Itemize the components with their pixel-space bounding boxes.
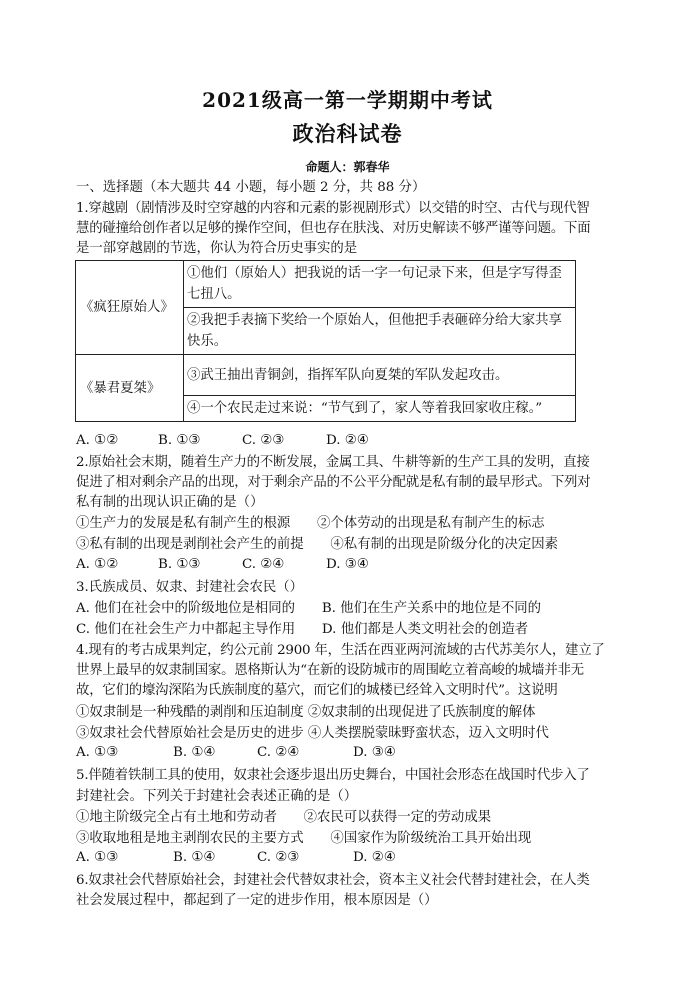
option-c: C. ②③ (242, 433, 285, 448)
q6-line: 社会发展过程中，都起到了一定的进步作用，根本原因是（） (76, 893, 438, 908)
q5-line: ①地主阶级完全占有土地和劳动者 ②农民可以获得一定的劳动成果 (76, 810, 492, 825)
table-cell: ①他们（原始人）把我说的话一字一句记录下来，但是字写得歪七扭八。 (184, 261, 576, 308)
option-c: C. ②④ (257, 745, 300, 760)
q3-line: C. 他们在社会生产力中都起主导作用 D. 他们都是人类文明社会的创造者 (76, 622, 529, 637)
exam-subtitle: 政治科试卷 (292, 121, 403, 146)
drama-name: 《暴君夏桀》 (76, 355, 184, 422)
q4-line: ③奴隶社会代替原始社会是历史的进步 ④人类摆脱蒙昧野蛮状态，迈入文明时代 (76, 726, 549, 741)
q1-table (75, 260, 576, 422)
q5-options (76, 850, 396, 865)
q1-line: 是一部穿越剧的节选，你认为符合历史事实的是 (76, 241, 358, 256)
q5-line: 封建社会。下列关于封建社会表述正确的是（） (76, 789, 358, 804)
option-c: C. ②④ (242, 557, 285, 572)
q2-line: ①生产力的发展是私有制产生的根源 ②个体劳动的出现是私有制产生的标志 (76, 516, 545, 531)
q4-line: 4.现有的考古成果判定，约公元前 2900 年，生活在西亚两河流域的古代苏美尔人，建立了 (76, 643, 605, 658)
option-d: D. ②④ (353, 850, 396, 865)
section-heading: 一、选择题（本大题共 44 小题，每小题 2 分，共 88 分） (76, 180, 426, 195)
exam-title: 2021级高一第一学期期中考试 (202, 88, 493, 112)
q2-line: 2.原始社会末期，随着生产力的不断发展，金属工具、牛耕等新的生产工具的发明，直接 (76, 455, 590, 470)
q2-options (76, 557, 369, 572)
q3-line: 3.氏族成员、奴隶、封建社会农民（） (76, 580, 304, 595)
q5-line: ③收取地租是地主剥削农民的主要方式 ④国家作为阶级统治工具开始出现 (76, 831, 532, 846)
option-d: D. ③④ (326, 557, 369, 572)
option-b: B. ①④ (173, 745, 216, 760)
q1-line: 慧的碰撞给创作者以足够的操作空间，但也存在肤浅、对历史解读不够严谨等问题。下面 (76, 221, 591, 236)
q4-line: ①奴隶制是一种残酷的剥削和压迫制度 ②奴隶制的出现促进了氏族制度的解体 (76, 705, 536, 720)
q2-line: ③私有制的出现是剥削社会产生的前提 ④私有制的出现是阶级分化的决定因素 (76, 537, 559, 552)
q1-line: 1.穿越剧（剧情涉及时空穿越的内容和元素的影视剧形式）以交错的时空、古代与现代智 (76, 201, 590, 216)
q4-line: 故，它们的壕沟深陷为氏族制度的墓穴，而它们的城楼已经耸入文明时代”。这说明 (76, 683, 558, 698)
q6-line: 6.奴隶社会代替原始社会，封建社会代替奴隶社会，资本主义社会代替封建社会，在人类 (76, 873, 590, 888)
q4-options (76, 745, 396, 760)
option-d: D. ③④ (353, 745, 396, 760)
q2-line: 私有制的出现认识正确的是（） (76, 495, 264, 510)
q3-line: A. 他们在社会中的阶级地位是相同的 B. 他们在生产关系中的地位是不同的 (76, 601, 542, 616)
option-b: B. ①③ (158, 433, 201, 448)
option-a: A. ①② (76, 557, 119, 572)
table-cell: ④一个农民走过来说：“节气到了，家人等着我回家收庄稼。” (184, 396, 576, 422)
option-d: D. ②④ (326, 433, 369, 448)
q5-line: 5.伴随着铁制工具的使用，奴隶社会逐步退出历史舞台，中国社会形态在战国时代步入了 (76, 768, 590, 783)
option-c: C. ②③ (257, 850, 300, 865)
author-line: 命题人：郭春华 (305, 160, 390, 174)
option-b: B. ①③ (158, 557, 201, 572)
drama-name: 《疯狂原始人》 (76, 261, 184, 355)
table-cell: ②我把手表摘下奖给一个原始人，但他把手表砸碎分给大家共享快乐。 (184, 308, 576, 355)
q1-options (76, 433, 369, 448)
option-a: A. ①③ (76, 745, 119, 760)
table-row (76, 261, 576, 308)
table-cell: ③武王抽出青铜剑，指挥军队向夏桀的军队发起攻击。 (184, 355, 576, 396)
option-a: A. ①③ (76, 850, 119, 865)
q4-line: 世界上最早的奴隶制国家。恩格斯认为“在新的设防城市的周围屹立着高峻的城墙并非无 (76, 663, 584, 678)
table-row (76, 355, 576, 396)
option-b: B. ①④ (173, 850, 216, 865)
option-a: A. ①② (76, 433, 119, 448)
q2-line: 促进了相对剩余产品的出现，对于剩余产品的不公平分配就是私有制的最早形式。下列对 (76, 475, 591, 490)
